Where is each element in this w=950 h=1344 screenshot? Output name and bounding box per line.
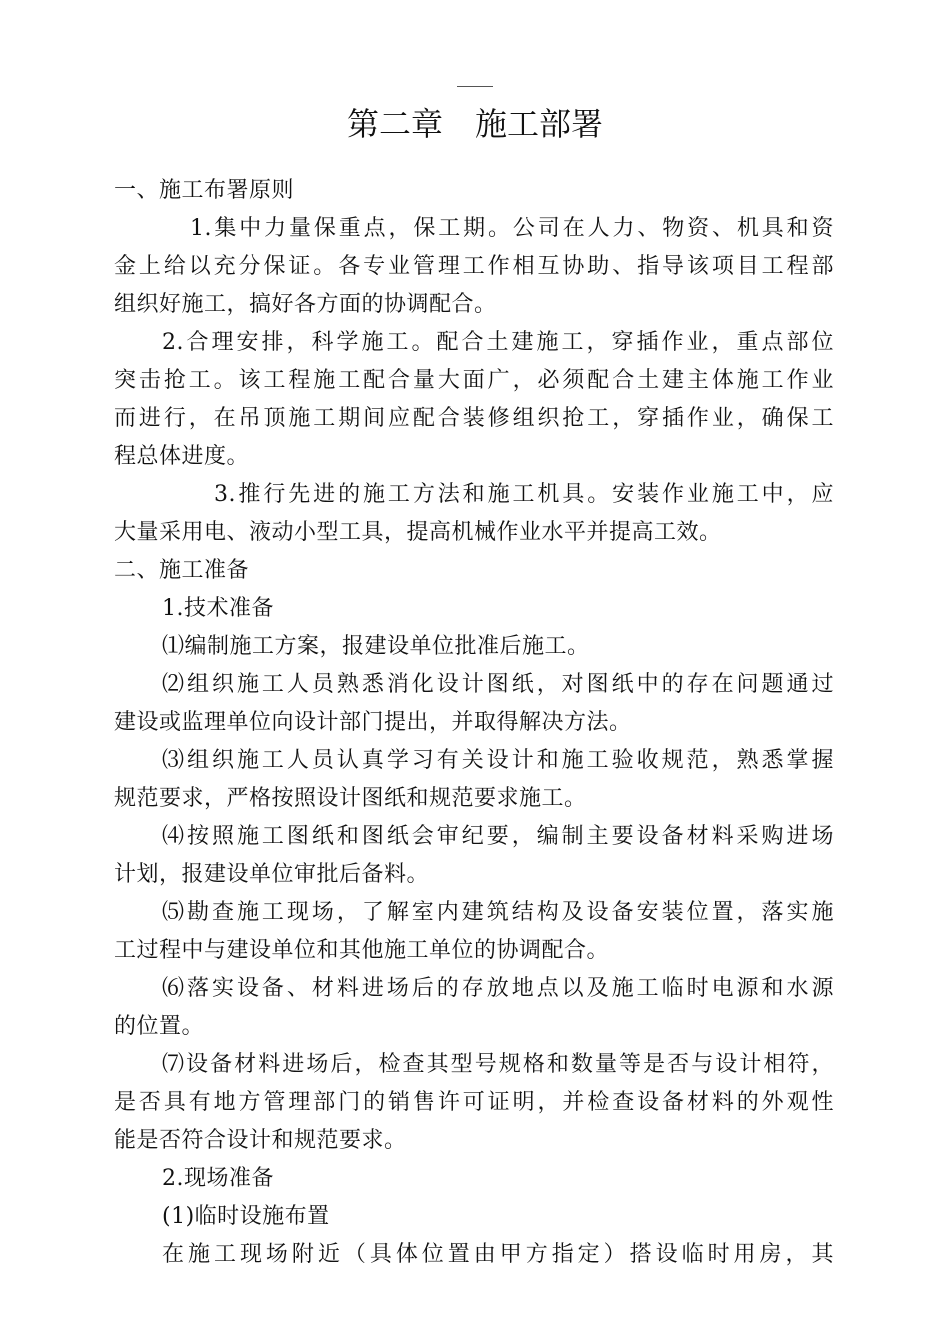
paragraph-line: 大量采用电、液动小型工具，提高机械作业水平并提高工效。: [114, 520, 722, 545]
list-item: 工过程中与建设单位和其他施工单位的协调配合。: [114, 938, 610, 963]
paragraph-line: 1.集中力量保重点，保工期。公司在人力、物资、机具和资: [190, 216, 834, 241]
list-item: ⑸勘查施工现场，了解室内建筑结构及设备安装位置，落实施: [162, 900, 834, 925]
list-item: 建设或监理单位向设计部门提出，并取得解决方法。: [114, 710, 632, 735]
header-rule: [457, 86, 493, 87]
section-heading: 一、施工布署原则: [114, 178, 295, 203]
list-item: ⑹落实设备、材料进场后的存放地点以及施工临时电源和水源: [162, 976, 834, 1001]
list-item: 计划，报建设单位审批后备料。: [114, 862, 430, 887]
chapter-title: 第二章 施工部署: [346, 105, 603, 143]
paragraph-line: 而进行，在吊顶施工期间应配合装修组织抢工，穿插作业，确保工: [114, 406, 834, 431]
list-item: 能是否符合设计和规范要求。: [114, 1128, 407, 1153]
list-item: ⑴编制施工方案，报建设单位批准后施工。: [162, 634, 590, 659]
paragraph-line: 程总体进度。: [114, 444, 250, 469]
paragraph-line: 2.合理安排，科学施工。配合土建施工，穿插作业，重点部位: [162, 330, 834, 355]
list-item: ⑵组织施工人员熟悉消化设计图纸，对图纸中的存在问题通过: [162, 672, 834, 697]
paragraph-line: 突击抢工。该工程施工配合量大面广，必须配合土建主体施工作业: [114, 368, 834, 393]
list-item: 规范要求，严格按照设计图纸和规范要求施工。: [114, 786, 587, 811]
subsection-heading: 1.技术准备: [162, 596, 274, 621]
list-item: ⑷按照施工图纸和图纸会审纪要，编制主要设备材料采购进场: [162, 824, 834, 849]
document-body: [114, 172, 834, 1274]
list-item: 是否具有地方管理部门的销售许可证明，并检查设备材料的外观性: [114, 1090, 834, 1115]
paragraph-line: 金上给以充分保证。各专业管理工作相互协助、指导该项目工程部: [114, 254, 834, 279]
section-heading: 二、施工准备: [114, 558, 250, 583]
paragraph-line: 在施工现场附近（具体位置由甲方指定）搭设临时用房，其: [162, 1242, 834, 1267]
list-item: ⑶组织施工人员认真学习有关设计和施工验收规范，熟悉掌握: [162, 748, 834, 773]
subsection-heading: 2.现场准备: [162, 1166, 274, 1191]
paragraph-line: 组织好施工，搞好各方面的协调配合。: [114, 292, 497, 317]
subsection-heading: (1)临时设施布置: [162, 1204, 330, 1229]
list-item: ⑺设备材料进场后，检查其型号规格和数量等是否与设计相符，: [162, 1052, 834, 1077]
list-item: 的位置。: [114, 1014, 205, 1039]
paragraph-line: 3.推行先进的施工方法和施工机具。安装作业施工中，应: [214, 482, 834, 507]
